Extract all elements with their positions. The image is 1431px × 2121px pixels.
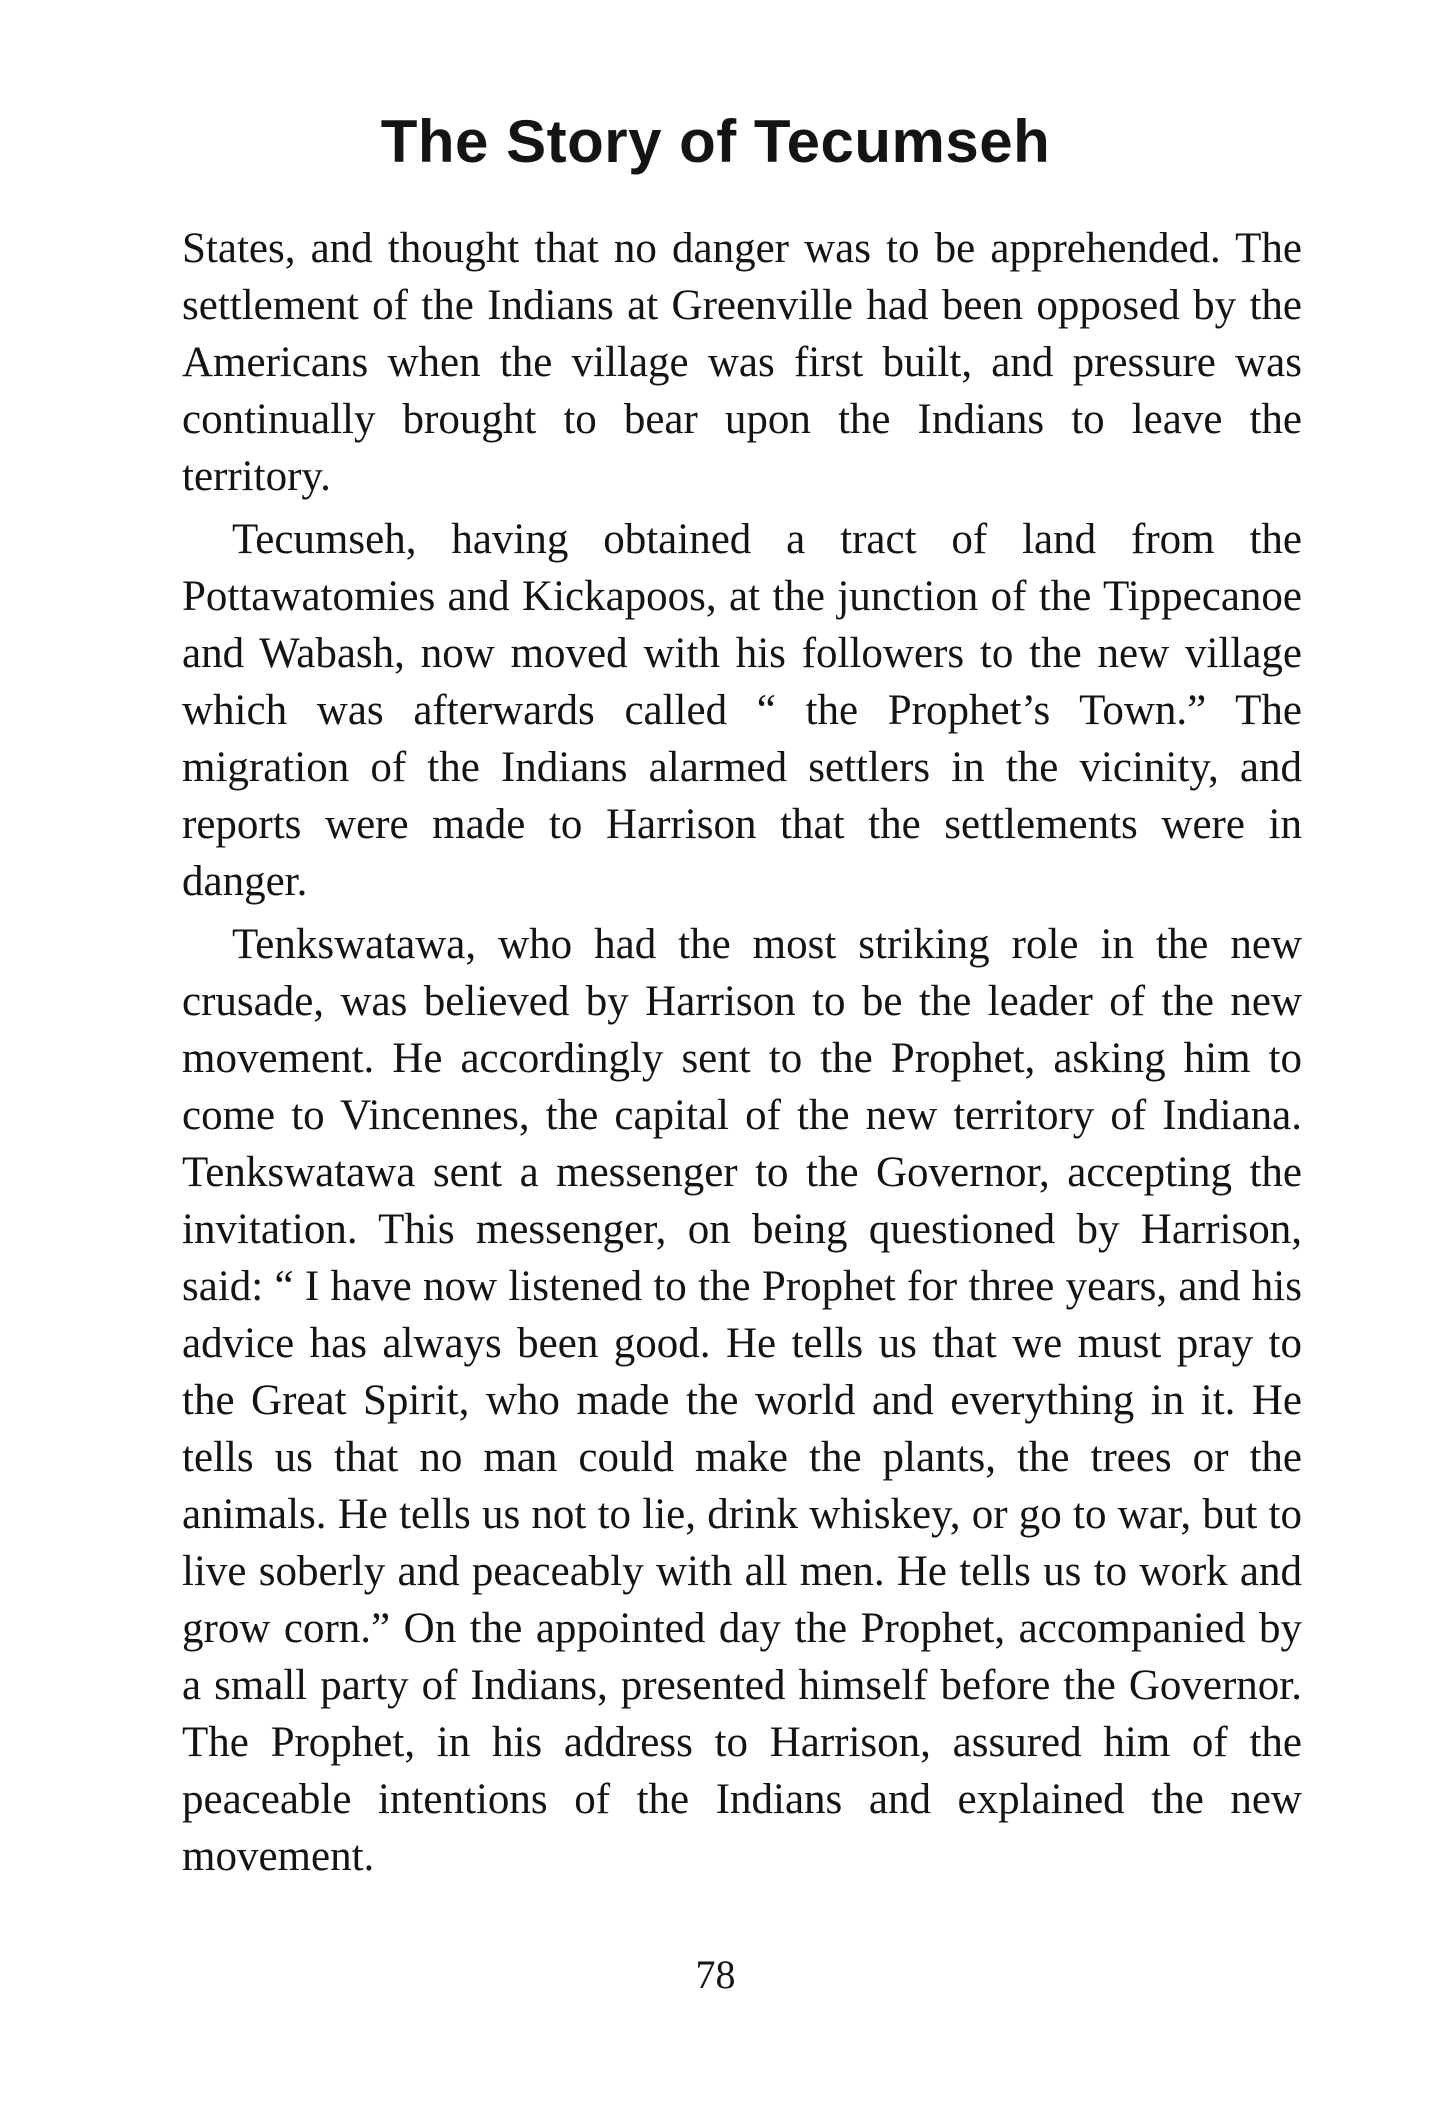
paragraph-tecumseh-migration: Tecumseh, having obtained a tract of land from the Pottawatomies and Kickapoos, at the junction of the Tippecanoe and Wabash, now moved with his followers to the new village which was afterwards called “ the Prophet’s Town.” The migration of the Indians alarmed settlers in the vicinity, and reports were made to Harrison that the settlements were in danger. xyxy=(182,516,1302,905)
page-number: 78 xyxy=(695,1952,736,1997)
paragraph-continued: States, and thought that no danger was to be apprehended. The settlement of the Indians at Greenville had been opposed by the Americans when the village was first built, and pressure was continually brought to bear upon the Indians to leave the territory. xyxy=(182,225,1302,500)
paragraph-tenkswatawa: Tenkswatawa, who had the most striking role in the new crusade, was believed by Harrison to be the leader of the new movement. He accordingly sent to the Prophet, asking him to come to Vincennes, the capital of the new territory of Indiana. Tenkswatawa sent a messenger to the Governor, accepting the invitation. This messenger, on being questioned by Harrison, said: “ I have now listened to the Prophet for three years, and his advice has always been good. He tells us that we must pray to the Great Spirit, who made the world and everything in it. He tells us that no man could make the plants, the trees or the animals. He tells us not to lie, drink whiskey, or go to war, but to live soberly and peaceably with all men. He tells us to work and grow corn.” On the appointed day the Prophet, accompanied by a small party of Indians, presented himself before the Governor. The Prophet, in his address to Harrison, assured him of the peaceable intentions of the Indians and explained the new movement. xyxy=(182,921,1302,1880)
body-text xyxy=(182,220,1302,1891)
running-head: The Story of Tecumseh xyxy=(380,108,1051,175)
